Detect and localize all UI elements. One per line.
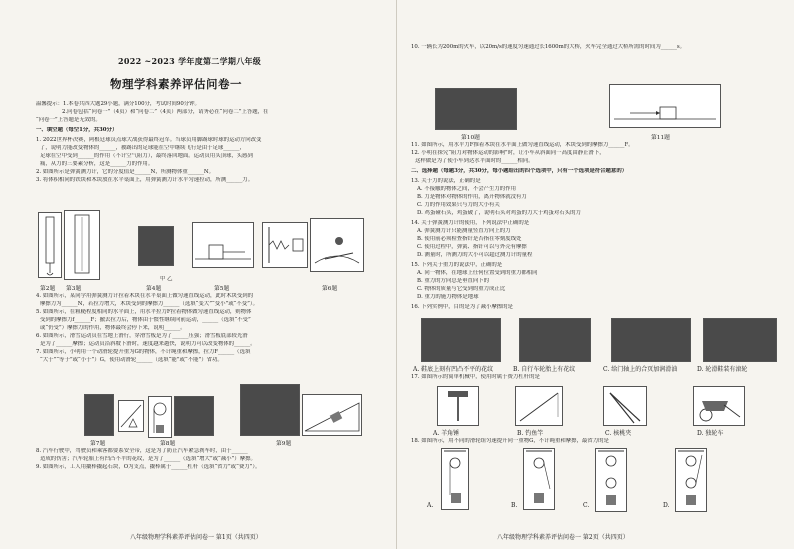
thermometer-figure: [64, 210, 100, 280]
caption-fig5: 第5题: [214, 286, 230, 292]
q17-option-d: D. 独轮车: [697, 430, 724, 437]
skier-icon: [311, 219, 363, 271]
pulley-option-c: [595, 448, 627, 512]
q10-line: 10. 一辆长为200m的火车，以20m/s的速度匀速通过长1600m的大桥，火车完全通过大桥所需的时间为______s。: [411, 44, 686, 50]
notice-line-3: “问卷一”上答题是无效的。: [36, 117, 101, 123]
q15-option-a: A. 同一物体，在地球上任何位置受到的重力都相同: [417, 270, 538, 276]
q2-line: 2. 如图所示是弹簧测力计，它的分度值是______N，所测物体重______N。: [36, 169, 215, 175]
q14-option-b: B. 使用前必须检查指针是否指在零刻度线处: [417, 236, 522, 242]
claw-hammer-figure: [437, 386, 479, 426]
fishing-rod-icon: [516, 387, 562, 425]
q8-line-2: 造成的伤害；汽车轮胎上有凹凸不平的花纹，是为了______（选填“增大”或“减小”）摩擦。: [40, 456, 256, 462]
q11-line: 11. 如图所示，用水平力F推着木块在水平面上做匀速直线运动，木块受到的摩擦力______F。: [411, 142, 634, 148]
trash-bin-photo: [84, 394, 114, 436]
q16-option-d: D. 轮滑鞋装有滚轮: [697, 366, 748, 373]
board-push-icon: [610, 85, 720, 127]
nutcracker-icon: [604, 387, 646, 425]
year-title: 2022 ~2023 学年度第二学期八年级: [118, 56, 262, 66]
q14-option-c: C. 使用过程中，弹簧、指针可以与外壳有摩擦: [417, 244, 527, 250]
page-2: [397, 0, 794, 549]
caption-fig9: 第9题: [276, 441, 292, 447]
q12-line-1: 12. 小明在探究“阻力对物体运动的影响”时，让小车从斜面同一高度由静止滑下，: [411, 150, 605, 156]
caption-fig4: 第4题: [146, 286, 162, 292]
q17-option-b: B. 钓鱼竿: [517, 430, 544, 437]
pulley-icon: [149, 397, 171, 437]
q16-photo-b: [519, 318, 591, 362]
spring-scale-figure: [38, 212, 62, 278]
q1-line-1: 1. 2022世界杯决赛，阿根廷球员点球大战获得最终冠军。当球员用脚踢球时球的运动方向改变: [36, 137, 262, 143]
q17-option-c: C. 核桃夹: [605, 430, 632, 437]
q18-stem: 18. 如图所示，用不同的滑轮组匀速提升同一重物G，不计绳重和摩擦，最省力的是: [411, 438, 609, 444]
q4-line-1: 4. 如图所示，某同学用弹簧测力计拉着木块在水平桌面上做匀速直线运动，此时木块受到的: [36, 293, 254, 299]
q18-option-a: A.: [427, 502, 434, 509]
pulley-c-icon: [596, 449, 626, 511]
notice-line-1: 温馨提示：1.本卷共四大题29小题，满分100分，考试时间90分钟。: [36, 101, 200, 107]
q1-line-2: 了，说明力能改变物体的______，被踢出的足球能在空中继续飞行是由于足球______，: [40, 145, 245, 151]
q13-option-b: B. 力是物体对物体的作用，离开物体就没有力: [417, 194, 527, 200]
spring-scale-icon: [39, 213, 61, 277]
pulley-figure: [148, 396, 172, 438]
q13-option-a: A. 不接触的物体之间，不会产生力的作用: [417, 186, 516, 192]
lever-figure: [118, 400, 144, 432]
q16-option-c: C. 给门轴上的合页加润滑油: [603, 366, 678, 373]
skier-figure: [310, 218, 364, 272]
q16-photo-c: [611, 318, 691, 362]
q9-line: 9. 如图所示，工人用撬棒撬起石块，O为支点，撬棒属于______杠杆（选填“省力”或“费力”）。: [36, 464, 261, 470]
spring-wall-figure: [262, 222, 308, 268]
block-board-figure: [609, 84, 721, 128]
pulley-option-a: [441, 448, 469, 510]
pulling-block-figure: [192, 222, 254, 268]
caption-fig3: 第3题: [66, 286, 82, 292]
fig-row-label-ab: 甲 乙: [160, 276, 173, 282]
q18-option-c: C.: [583, 502, 590, 509]
lever-icon: [119, 401, 143, 431]
section-2-title: 二、选择题（每题3分，共30分，每小题给出的四个选项中，只有一个选项是符合题意的）: [411, 168, 628, 174]
q13-option-d: D. 鸡蛋碰石头，鸡蛋破了，说明石头对鸡蛋的力大于鸡蛋对石头的力: [417, 210, 581, 216]
q18-option-b: B.: [511, 502, 518, 509]
q13-option-c: C. 力的作用效果只与力的大小有关: [417, 202, 500, 208]
pulley-b-icon: [524, 449, 554, 509]
q15-option-d: D. 重力的施力物体是地球: [417, 294, 479, 300]
incline-icon: [303, 395, 361, 435]
section-1-title: 一、填空题（每空1分，共30分）: [36, 127, 118, 133]
caption-fig7: 第7题: [90, 441, 106, 447]
pulley-d-icon: [676, 449, 706, 511]
spring-wall-icon: [263, 223, 307, 267]
train-bridge-photo: [435, 88, 517, 130]
q17-stem: 17. 如图所示的简单机械中，使用时属于费力杠杆的是: [411, 374, 540, 380]
pulley-option-b: [523, 448, 555, 510]
q16-photo-a: [421, 318, 501, 362]
q16-option-a: A. 鞋底上刻有凹凸不平的花纹: [413, 366, 494, 373]
q5-line-1: 5. 如图所示，在粗糙程度相同的水平面上，用水平拉力F拉着物体做匀速直线运动，则物体: [36, 309, 252, 315]
q8-line-1: 8. 汽车行驶中，驾驶员和乘客都要系安全带，这是为了防止汽车紧急刹车时，由于______: [36, 448, 248, 454]
footer-page-1: 八年级物理学科素养评估问卷一 第1页（共四页）: [130, 534, 262, 541]
q6-line-1: 6. 如图所示，滑雪运动员在雪地上滑行，穿滑雪板是为了______压强；滑雪板底部较光滑: [36, 333, 248, 339]
q1-line-3: 足球在空中受到______的作用（不计空气阻力），最终落回地面。运动员用头顶球，头感到: [40, 153, 253, 159]
fishing-rod-figure: [515, 386, 563, 426]
q7-line-2: “大于”“等于”或“小于”）G，使用动滑轮______（选填“能”或“不能”）省功。: [40, 357, 223, 363]
exam-title: 物理学科素养评估问卷一: [110, 77, 242, 91]
q15-option-c: C. 物体的质量与它受到的重力成正比: [417, 286, 506, 292]
q5-line-3: 或“仍受”）摩擦力的作用，物体最终会停下来，说明______。: [40, 325, 186, 331]
caption-fig2: 第2题: [40, 286, 56, 292]
q1-line-4: 痛，从力的三要素分析，这是______力的作用。: [40, 161, 154, 167]
crowbar-photo: [240, 384, 300, 436]
block-force-icon: [193, 223, 253, 267]
caption-fig6: 第6题: [322, 286, 338, 292]
wheelbarrow-icon: [694, 387, 744, 425]
q16-stem: 16. 下列实例中，目的是为了减小摩擦的是: [411, 304, 513, 310]
caption-fig8: 第8题: [160, 441, 176, 447]
q14-stem: 14. 关于弹簧测力计的使用，下列说法中正确的是: [411, 220, 530, 226]
q3-line: 3. 将体积相同的铁块和木块放在水平桌面上，用弹簧测力计水平匀速拉动，所测______力。: [36, 177, 254, 183]
notice-line-2: 2.问卷包括“问卷一”（4页）和“问卷二”（4页）两部分，请务必在“问卷二”上答题，在: [62, 109, 269, 115]
q5-line-2: 受到的摩擦力f______F；撤去拉力后，物体由于惯性继续向前运动，______（选填“不受”: [40, 317, 251, 323]
q4-line-2: 摩擦力为______N，若拉力增大，木块受到的摩擦力______（选填“变大”“变小”或“不变”）。: [40, 301, 259, 307]
steering-wheel-photo: [174, 396, 214, 436]
q14-option-a: A. 弹簧测力计只能测量竖直方向上的力: [417, 228, 511, 234]
q12-line-2: 这样做是为了使小车到达水平面时的______相同。: [415, 158, 534, 164]
hammer-icon: [438, 387, 478, 425]
q16-option-b: B. 自行车轮胎上有花纹: [513, 366, 576, 373]
q13-stem: 13. 关于力的说法，正确的是: [411, 178, 481, 184]
wheelbarrow-figure: [693, 386, 745, 426]
q16-photo-d: [703, 318, 777, 362]
footer-page-2: 八年级物理学科素养评估问卷一 第2页（共四页）: [497, 534, 629, 541]
q6-line-2: 是为了______摩擦；运动员沿斜坡下滑时，速度越来越快，说明力可以改变物体的______。: [40, 341, 256, 347]
wooden-block-photo: [138, 226, 174, 266]
incline-figure: [302, 394, 362, 436]
q17-option-a: A. 羊角锤: [433, 430, 460, 437]
q15-stem: 15. 下列关于重力的说法中，正确的是: [411, 262, 503, 268]
q7-line-1: 7. 如图所示，小明用一个动滑轮提升重为G的物体，不计绳重和摩擦，拉力F______（选填: [36, 349, 251, 355]
caption-fig11: 第11题: [651, 135, 670, 141]
scale-ruler-icon: [65, 211, 99, 279]
caption-fig10: 第10题: [461, 135, 480, 141]
q14-option-d: D. 测量时，所测力的大小可以超过测力计的量程: [417, 252, 533, 258]
pulley-a-icon: [442, 449, 468, 509]
nutcracker-figure: [603, 386, 647, 426]
q18-option-d: D.: [663, 502, 670, 509]
q15-option-b: B. 重力的方向总是垂直向下的: [417, 278, 490, 284]
pulley-option-d: [675, 448, 707, 512]
